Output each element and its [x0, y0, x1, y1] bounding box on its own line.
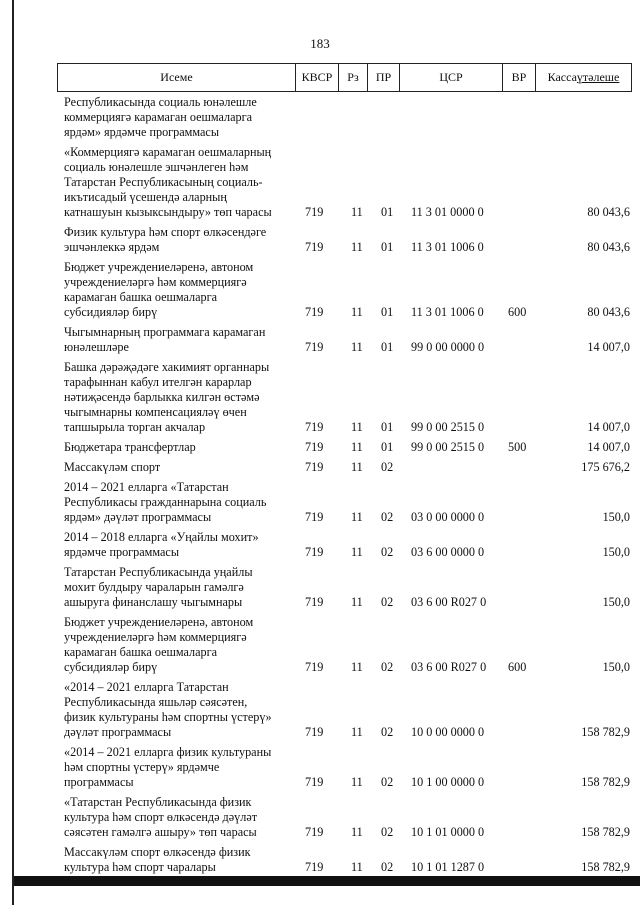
row-rz: 11: [351, 510, 363, 524]
table-row: [57, 95, 632, 140]
row-pr: 02: [381, 825, 394, 839]
row-sum: 80 043,6: [587, 240, 630, 254]
row-csr: 10 1 01 0000 0: [411, 825, 485, 839]
row-pr: 02: [381, 595, 394, 609]
table-row: [57, 795, 632, 840]
row-rz: 11: [351, 825, 363, 839]
row-kvsr: 719: [305, 305, 324, 319]
row-name: «Коммерциягә карамаган оешмаларның социаль юнәлешле эшчәнлеген һәм Татарстан Республикасының социаль- икътисадый үсешендә аларның катнашуын кызыксындыру» төп чарасы: [64, 145, 272, 219]
row-kvsr: 719: [305, 660, 324, 674]
row-sum: 80 043,6: [587, 305, 630, 319]
row-rz: 11: [351, 440, 363, 454]
row-csr: 10 1 00 0000 0: [411, 775, 485, 789]
row-rz: 11: [351, 205, 363, 219]
row-sum: 14 007,0: [587, 340, 630, 354]
header-rz: Рз: [339, 64, 368, 91]
row-kvsr: 719: [305, 545, 324, 559]
header-csr: ЦСР: [400, 64, 503, 91]
row-name: «Татарстан Республикасында физик культура һәм спорт өлкәсендә дәүләт сәясәтен гамәлгә ашыру» төп чарасы: [64, 795, 258, 839]
row-rz: 11: [351, 725, 363, 739]
row-pr: 02: [381, 660, 394, 674]
row-rz: 11: [351, 340, 363, 354]
row-csr: 03 6 00 0000 0: [411, 545, 485, 559]
table-row: [57, 360, 632, 435]
row-csr: 10 0 00 0000 0: [411, 725, 485, 739]
row-rz: 11: [351, 660, 363, 674]
row-csr: 99 0 00 0000 0: [411, 340, 485, 354]
table-row: [57, 460, 632, 475]
row-sum: 14 007,0: [587, 420, 630, 434]
row-name: Татарстан Республикасында уңайлы мохит булдыру чараларын гамәлгә ашыруга финанслашу чыгымнары: [64, 565, 253, 609]
row-pr: 02: [381, 860, 394, 874]
header-kassa: [536, 64, 631, 91]
row-name: 2014 – 2018 елларга «Уңайлы мохит» ярдәмче программасы: [64, 530, 259, 559]
row-rz: 11: [351, 860, 363, 874]
header-kassa-line2: үтәлеше: [576, 70, 620, 84]
row-name: «2014 – 2021 елларга физик культураны һәм спортны үстерү» ярдәмче программасы: [64, 745, 272, 789]
row-csr: 11 3 01 1006 0: [411, 305, 484, 319]
table-header: [57, 63, 632, 92]
row-sum: 158 782,9: [581, 775, 630, 789]
row-pr: 02: [381, 510, 394, 524]
page-number: 183: [310, 36, 330, 51]
table-row: [57, 565, 632, 610]
table-row: [57, 530, 632, 560]
row-kvsr: 719: [305, 420, 324, 434]
table-row: [57, 145, 632, 220]
table-row: [57, 745, 632, 790]
row-kvsr: 719: [305, 860, 324, 874]
row-kvsr: 719: [305, 240, 324, 254]
row-name: 2014 – 2021 елларга «Татарстан Республикасы гражданнарына социаль ярдәм» дәүләт программасы: [64, 480, 267, 524]
row-kvsr: 719: [305, 440, 324, 454]
row-kvsr: 719: [305, 340, 324, 354]
row-sum: 150,0: [602, 545, 630, 559]
row-kvsr: 719: [305, 775, 324, 789]
row-pr: 02: [381, 545, 394, 559]
row-rz: 11: [351, 240, 363, 254]
table-row: [57, 680, 632, 740]
row-name: Башка дәрәҗәдәге хакимият органнары тарафыннан кабул ителгән карарлар нәтиҗәсендә барлыкка килгән өстәмә чыгымнарны компенсацияләү өчен тапшырыла торган акчалар: [64, 360, 270, 434]
row-name: Массакүләм спорт: [64, 460, 161, 474]
row-kvsr: 719: [305, 205, 324, 219]
table-row: [57, 225, 632, 255]
row-kvsr: 719: [305, 460, 324, 474]
row-pr: 01: [381, 340, 394, 354]
row-rz: 11: [351, 460, 363, 474]
row-vr: 600: [508, 660, 527, 674]
row-name: Бюджет учреждениеләренә, автоном учреждениеләргә һәм коммерциягә карамаган башка оешмаларга субсидияләр бирү: [64, 615, 254, 674]
row-rz: 11: [351, 595, 363, 609]
row-csr: 11 3 01 1006 0: [411, 240, 484, 254]
header-kassa-line1: Касса: [547, 70, 577, 84]
row-kvsr: 719: [305, 595, 324, 609]
row-sum: 175 676,2: [581, 460, 630, 474]
row-kvsr: 719: [305, 510, 324, 524]
row-pr: 01: [381, 240, 394, 254]
table-row: [57, 260, 632, 320]
row-sum: 158 782,9: [581, 825, 630, 839]
row-sum: 158 782,9: [581, 860, 630, 874]
table-row: [57, 615, 632, 675]
row-kvsr: 719: [305, 825, 324, 839]
row-vr: 500: [508, 440, 527, 454]
row-csr: 03 0 00 0000 0: [411, 510, 485, 524]
left-scan-edge: [12, 0, 14, 905]
row-sum: 150,0: [602, 660, 630, 674]
row-csr: 03 6 00 R027 0: [411, 660, 487, 674]
row-name: «2014 – 2021 елларга Татарстан Республикасында яшьләр сәясәтен, физик культураны һәм спортны үстерү» дәүләт программасы: [64, 680, 272, 739]
row-name: Массакүләм спорт өлкәсендә физик культура һәм спорт чаралары: [64, 845, 251, 874]
row-pr: 01: [381, 205, 394, 219]
header-vr: ВР: [503, 64, 536, 91]
row-pr: 02: [381, 460, 394, 474]
table-row: [57, 845, 632, 875]
row-sum: 14 007,0: [587, 440, 630, 454]
row-pr: 02: [381, 775, 394, 789]
row-pr: 01: [381, 305, 394, 319]
row-vr: 600: [508, 305, 527, 319]
row-sum: 150,0: [602, 595, 630, 609]
header-kvsr: КВСР: [296, 64, 339, 91]
row-sum: 80 043,6: [587, 205, 630, 219]
row-csr: 03 6 00 R027 0: [411, 595, 487, 609]
table-row: [57, 325, 632, 355]
row-csr: 99 0 00 2515 0: [411, 440, 485, 454]
table-row: [57, 480, 632, 525]
row-kvsr: 719: [305, 725, 324, 739]
header-pr: ПР: [368, 64, 400, 91]
row-name: Бюджетара трансфертлар: [64, 440, 196, 454]
row-csr: 11 3 01 0000 0: [411, 205, 484, 219]
row-name: Чыгымнарның программага карамаган юнәлешләре: [64, 325, 266, 354]
table-row: [57, 440, 632, 455]
row-name: Физик культура һәм спорт өлкәсендәге эшчәнлеккә ярдәм: [64, 225, 267, 254]
row-name: Республикасында социаль юнәлешле коммерциягә карамаган оешмаларга ярдәм» ярдәмче программасы: [64, 95, 257, 139]
header-name: Исеме: [58, 64, 296, 91]
bottom-scan-edge: [14, 876, 640, 886]
row-name: Бюджет учреждениеләренә, автоном учреждениеләргә һәм коммерциягә карамаган башка оешмаларга субсидияләр бирү: [64, 260, 254, 319]
row-sum: 150,0: [602, 510, 630, 524]
row-pr: 01: [381, 420, 394, 434]
row-rz: 11: [351, 775, 363, 789]
row-csr: 99 0 00 2515 0: [411, 420, 485, 434]
row-csr: 10 1 01 1287 0: [411, 860, 485, 874]
row-pr: 01: [381, 440, 394, 454]
row-pr: 02: [381, 725, 394, 739]
row-rz: 11: [351, 545, 363, 559]
row-rz: 11: [351, 420, 363, 434]
row-sum: 158 782,9: [581, 725, 630, 739]
row-rz: 11: [351, 305, 363, 319]
table-body: [57, 95, 632, 880]
